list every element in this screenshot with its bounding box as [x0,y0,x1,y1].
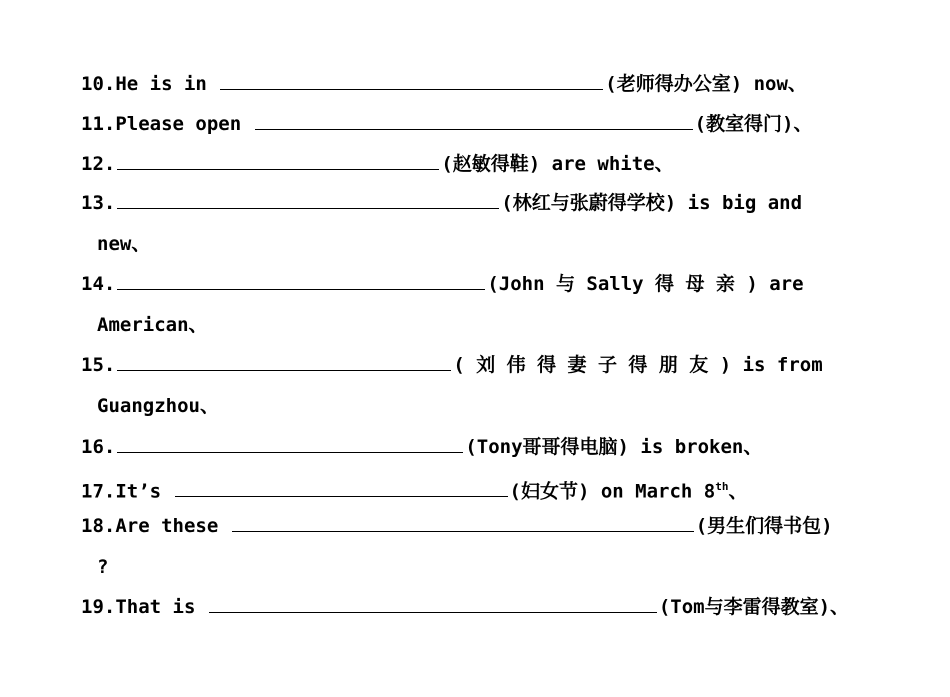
exercise-number: 14. [81,273,116,295]
ordinal-suffix: th [715,480,729,493]
continuation-text: American、 [97,314,208,336]
exercise-12 [81,151,674,177]
answer-blank[interactable] [117,434,463,453]
exercise-number: 12. [81,153,116,175]
exercise-16 [81,434,762,460]
exercise-number: 13. [81,192,116,214]
exercise-13 [81,190,802,216]
answer-blank[interactable] [209,594,657,613]
exercise-number: 15. [81,354,116,376]
exercise-hint: (教室得门)、 [694,113,813,135]
answer-blank[interactable] [117,271,485,290]
answer-blank[interactable] [175,478,508,497]
exercise-17 [81,474,748,503]
exercise-hint: ( 刘 伟 得 妻 子 得 朋 友 ) is from [453,354,823,376]
answer-blank[interactable] [117,352,451,371]
exercise-number: 17. [81,480,116,503]
exercise-14 [81,271,804,297]
exercise-prefix: Please open [115,113,253,135]
exercise-hint: (Tony哥哥得电脑) is broken、 [465,436,763,458]
answer-blank[interactable] [117,190,499,209]
exercise-prefix: That is [115,596,207,618]
exercise-number: 19. [81,596,116,618]
exercise-11 [81,111,813,137]
exercise-hint: (老师得办公室) now、 [605,73,807,95]
exercise-prefix: He is in [115,73,219,95]
exercise-prefix: Are these [115,515,230,537]
exercise-10 [81,71,807,97]
exercise-number: 18. [81,515,116,537]
exercise-suffix: 、 [728,480,748,503]
exercise-hint: (妇女节) on March 8 [509,480,716,503]
exercise-number: 16. [81,436,116,458]
exercise-hint: (林红与张蔚得学校) is big and [501,192,803,214]
exercise-hint: (Tom与李雷得教室)、 [658,596,850,618]
answer-blank[interactable] [117,151,439,170]
answer-blank[interactable] [220,71,603,90]
exercise-18-continuation [97,554,108,580]
continuation-text: ? [97,556,109,578]
exercise-19 [81,594,849,620]
answer-blank[interactable] [232,513,694,532]
exercise-number: 11. [81,113,116,135]
exercise-15-continuation [97,393,219,419]
exercise-hint: (John 与 Sally 得 母 亲 ) are [487,273,804,295]
exercise-prefix: It’s [115,480,173,503]
exercise-hint: (男生们得书包) [695,515,833,537]
answer-blank[interactable] [255,111,693,130]
exercise-13-continuation [97,231,150,257]
continuation-text: Guangzhou、 [97,395,219,417]
exercise-15 [81,352,823,378]
exercise-14-continuation [97,312,208,338]
continuation-text: new、 [97,233,151,255]
exercise-18 [81,513,833,539]
exercise-number: 10. [81,73,116,95]
exercise-hint: (赵敏得鞋) are white、 [441,153,674,175]
